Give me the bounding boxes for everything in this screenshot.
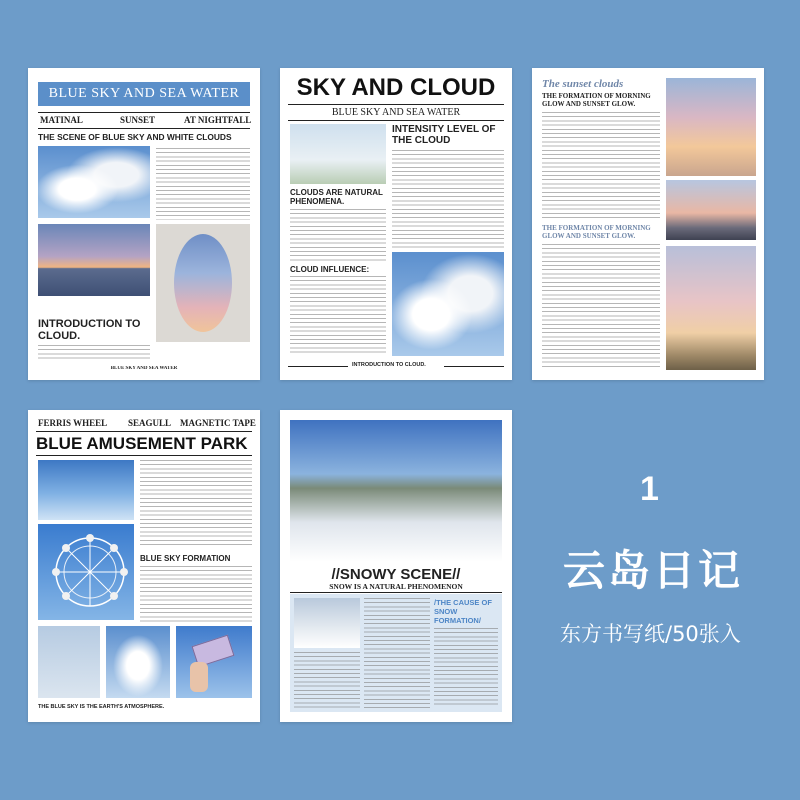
tag-nightfall: AT NIGHTFALL [184, 115, 252, 125]
tag-ferris-wheel: FERRIS WHEEL [38, 418, 108, 428]
product-number: 1 [640, 470, 659, 508]
sheet-snowy-scene [280, 410, 512, 722]
rule [38, 112, 250, 113]
rule [288, 104, 504, 105]
script-title: The sunset clouds [542, 78, 624, 90]
ferris-wheel-icon [38, 524, 134, 620]
photo-blue-sky [38, 460, 134, 520]
heading-cause: /THE CAUSE OF SNOW FORMATION/ [434, 598, 492, 625]
intensity-text [392, 150, 504, 248]
rule [288, 366, 348, 367]
photo-clouds [38, 146, 150, 218]
sheet-sky-and-cloud [280, 68, 512, 380]
rule [288, 120, 504, 121]
photo-seagulls [38, 626, 100, 698]
influence-text [290, 276, 386, 356]
heading-influence: CLOUD INFLUENCE: [290, 265, 370, 274]
photo-street-sunset [666, 180, 756, 240]
tag-magnetic-tape: MAGNETIC TAPE [180, 418, 256, 428]
natural-text [290, 209, 386, 261]
photo-sunset-1 [666, 78, 756, 176]
photo-pier [38, 224, 150, 296]
intro-text [38, 345, 150, 359]
photo-cumulus [392, 252, 504, 356]
rule [36, 455, 252, 456]
heading-formation-2: THE FORMATION OF MORNING GLOW AND SUNSET GLOW. [542, 224, 651, 240]
page-title: //SNOWY SCENE// [331, 566, 461, 583]
tag-matinal: MATINAL [40, 115, 83, 125]
photo-sunset-field [666, 246, 756, 370]
rule [36, 431, 252, 432]
sheet-blue-sky-sea-water [28, 68, 260, 380]
rule [444, 366, 504, 367]
section-blue-sky-formation: BLUE SKY FORMATION [140, 554, 231, 563]
page-title: SKY AND CLOUD [296, 74, 496, 101]
product-name: 云岛日记 [563, 546, 744, 595]
product-description: 东方书写纸/50张入 [560, 622, 741, 646]
photo-cassette-tape [176, 626, 252, 698]
formation-text [140, 566, 252, 622]
heading-natural: CLOUDS ARE NATURAL PHENOMENA. [290, 188, 383, 206]
cause-text [434, 628, 498, 708]
page-subtitle: BLUE SKY AND SEA WATER [331, 107, 461, 118]
photo-snowy-forest [290, 420, 502, 562]
photo-grass [290, 124, 386, 184]
banner-title: BLUE SKY AND SEA WATER [48, 86, 240, 101]
photo-ferris-wheel [38, 524, 134, 620]
footer: BLUE SKY AND SEA WATER [110, 366, 178, 371]
formation-text-1 [542, 112, 660, 220]
tag-sunset: SUNSET [120, 115, 156, 125]
body-text [140, 460, 252, 548]
section-intro-cloud: INTRODUCTION TO CLOUD. [38, 318, 141, 342]
heading-intensity: INTENSITY LEVEL OF THE CLOUD [392, 124, 496, 146]
snow-text-2 [364, 598, 430, 708]
page-title: BLUE AMUSEMENT PARK [36, 434, 248, 453]
photo-clouds [106, 626, 170, 698]
sheet-sunset-clouds [532, 68, 764, 380]
rule [290, 592, 502, 593]
footer: THE BLUE SKY IS THE EARTH'S ATMOSPHERE. [38, 704, 165, 710]
page-subtitle: SNOW IS A NATURAL PHENOMENON [329, 582, 463, 591]
body-text [156, 148, 250, 220]
photo-snow-tree [294, 598, 360, 648]
headline: THE SCENE OF BLUE SKY AND WHITE CLOUDS [38, 132, 232, 142]
rule [38, 128, 250, 129]
photo-round-window [156, 224, 250, 342]
snow-text-1 [294, 652, 360, 708]
footer: INTRODUCTION TO CLOUD. [352, 362, 426, 368]
tag-seagull: SEAGULL [128, 418, 172, 428]
sheet-blue-amusement-park [28, 410, 260, 722]
formation-text-2 [542, 244, 660, 368]
heading-formation-1: THE FORMATION OF MORNING GLOW AND SUNSET GLOW. [542, 92, 651, 108]
